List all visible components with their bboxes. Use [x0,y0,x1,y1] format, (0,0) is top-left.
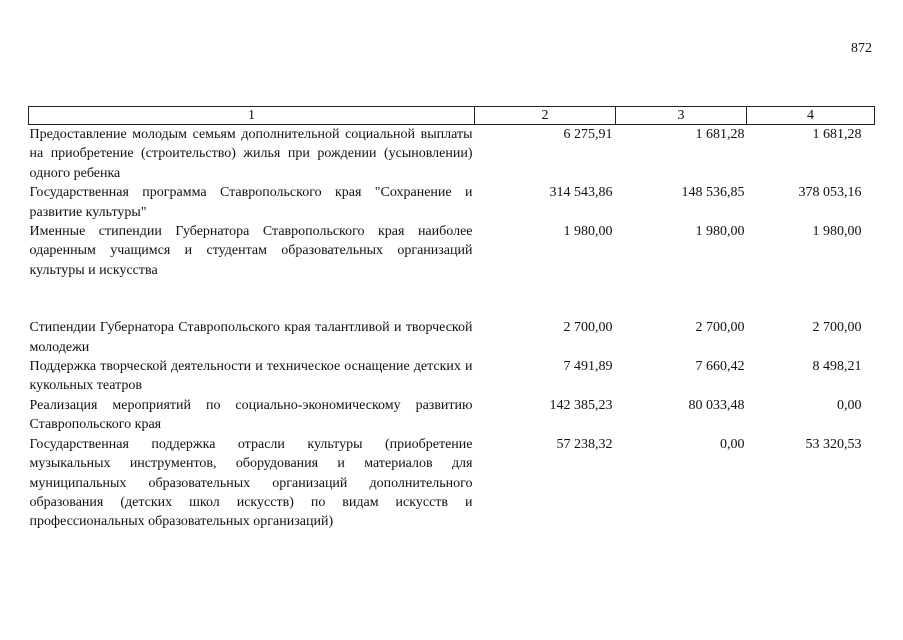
row-value-col4: 2 700,00 [812,320,862,336]
row-value-col2: 1 980,00 [563,224,613,240]
row-value-col4: 0,00 [837,397,862,413]
row-value-col3: 80 033,48 [688,397,745,413]
row-value-col3: 7 660,42 [695,359,745,375]
table-header-row [29,107,875,125]
table-row [29,125,875,184]
row-value-col3: 1 980,00 [695,224,745,240]
row-value-col3: 1 681,28 [695,127,745,142]
row-description: Стипендии Губернатора Ставропольского края талантливой и творческой молодежи [29,320,473,355]
row-value-col2: 57 238,32 [556,436,613,452]
row-description: Государственная программа Ставропольского края "Сохранение и развитие культуры" [29,185,473,220]
table-row [29,222,875,280]
row-description: Предоставление молодым семьям дополнительной социальной выплаты на приобретение (строительство) жилья при рождении (усыновлении) одного ребенка [29,127,473,181]
table-row [29,318,875,357]
row-value-col4: 1 980,00 [812,224,862,240]
row-value-col3: 2 700,00 [695,320,745,336]
row-value-col2: 6 275,91 [563,127,613,142]
column-header-1: 1 [29,107,475,125]
row-value-col3: 0,00 [720,436,745,452]
column-header-4: 4 [747,107,875,125]
table-row [29,183,875,222]
row-value-col4: 8 498,21 [812,359,862,375]
row-value-col2: 7 491,89 [563,359,613,375]
row-value-col2: 314 543,86 [549,185,613,201]
table-row [29,396,875,435]
table-row [29,435,875,532]
page-number: 872 [851,41,872,56]
row-value-col3: 148 536,85 [681,185,745,201]
row-description: Именные стипендии Губернатора Ставропольского края наиболее одаренным учащимся и студентам образовательных организаций культуры и искусства [29,224,473,278]
column-header-2: 2 [475,107,616,125]
row-value-col2: 142 385,23 [549,397,613,413]
row-value-col4: 378 053,16 [798,185,862,201]
budget-table [28,106,875,532]
row-value-col4: 53 320,53 [805,436,862,452]
row-spacer [29,280,875,318]
row-value-col2: 2 700,00 [563,320,613,336]
row-value-col4: 1 681,28 [812,127,862,142]
column-header-3: 3 [616,107,747,125]
row-description: Поддержка творческой деятельности и техническое оснащение детских и кукольных театров [29,359,473,394]
row-description: Реализация мероприятий по социально-экономическому развитию Ставропольского края [29,397,473,433]
table-row [29,357,875,396]
row-description: Государственная поддержка отрасли культуры (приобретение музыкальных инструментов, оборудования и материалов для муниципальных образовательных организаций дополнительного образования (детских школ искусств) по видам искусств и профессиональных образовательных организаций) [29,436,473,530]
